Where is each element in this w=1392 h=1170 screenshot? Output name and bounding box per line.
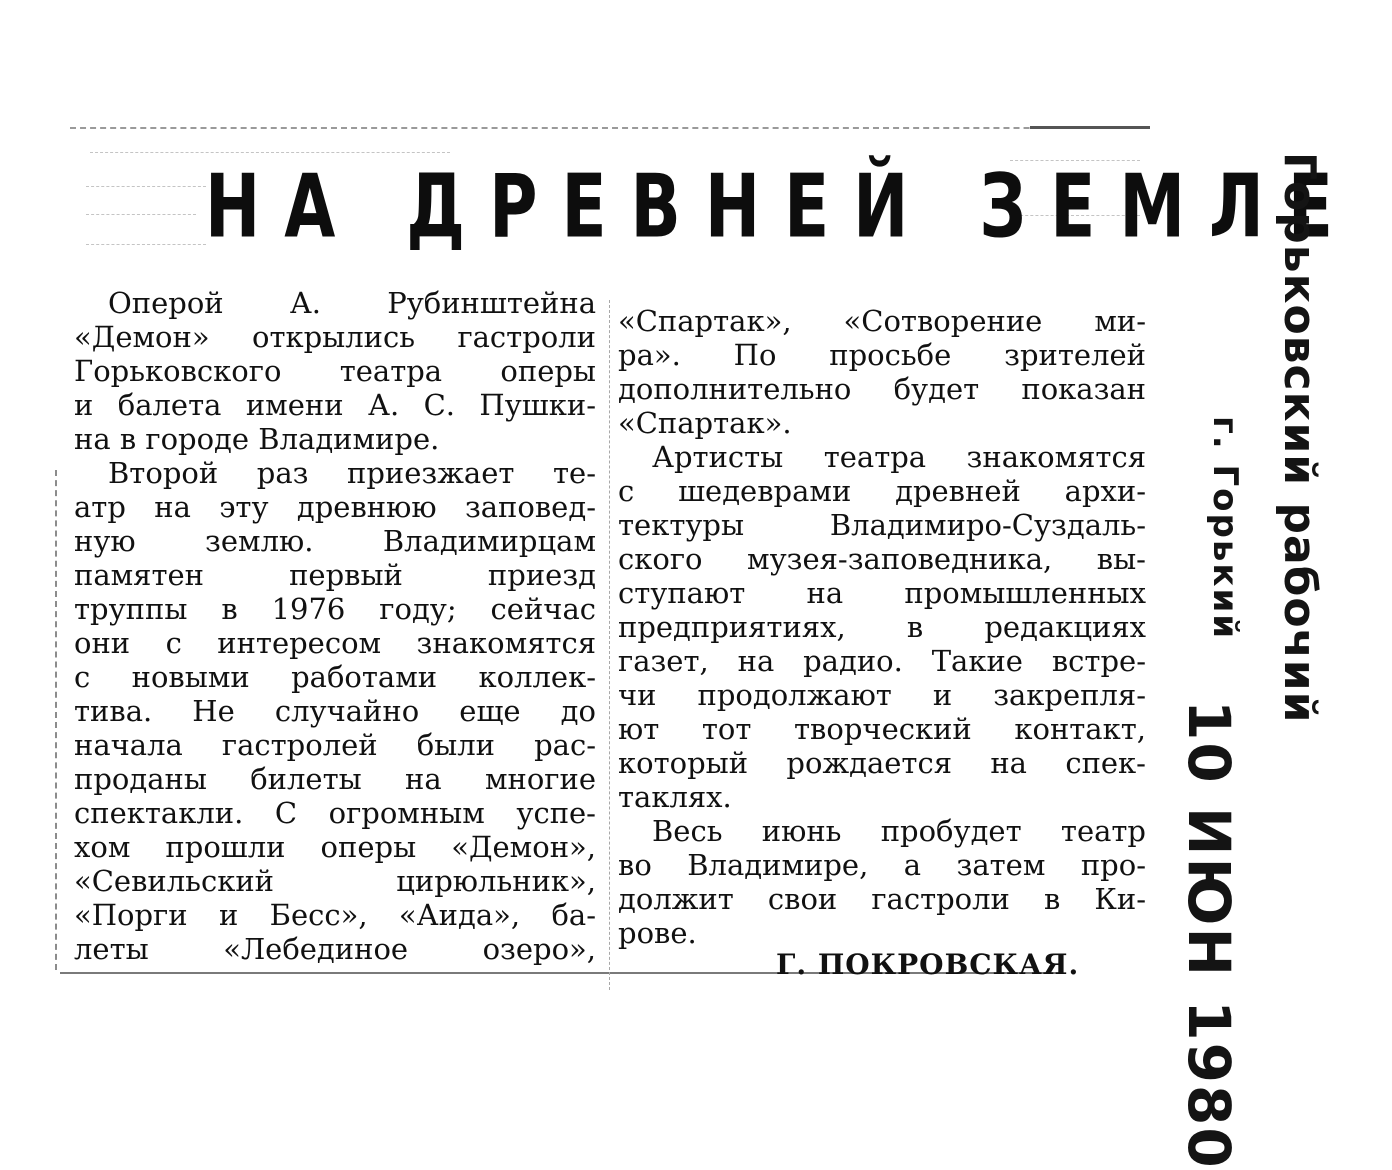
article-line: Весь июнь пробудет театр: [652, 814, 1146, 848]
article-line: ную землю. Владимирцам: [74, 524, 596, 558]
column-divider: [609, 300, 610, 990]
article-line: тектуры Владимиро-Суздаль-: [618, 508, 1146, 542]
bleed-through-line: [90, 152, 450, 153]
article-line: Второй раз приезжает те-: [108, 456, 596, 490]
article-line: атр на эту древнюю заповед-: [74, 490, 596, 524]
article-line: Артисты театра знакомятся: [652, 440, 1146, 474]
article-line: Оперой А. Рубинштейна: [108, 286, 596, 320]
article-line: леты «Лебединое озеро»,: [74, 932, 596, 966]
article-line: ра». По просьбе зрителей: [618, 338, 1146, 372]
article-line: рове.: [618, 916, 697, 950]
clipping-left-edge: [55, 470, 57, 970]
article-signature: Г. ПОКРОВСКАЯ.: [776, 948, 1080, 981]
stamp-city: г. Горький: [1205, 416, 1245, 641]
article-line: предприятиях, в редакциях: [618, 610, 1146, 644]
stamp-date: 10 ИЮН 1980: [1175, 700, 1243, 1170]
article-line: ступают на промышленных: [618, 576, 1146, 610]
bleed-through-line: [86, 186, 206, 187]
article-column-left: [74, 286, 596, 966]
article-line: ют тот творческий контакт,: [618, 712, 1146, 746]
article-line: с новыми работами коллек-: [74, 660, 596, 694]
article-line: хом прошли оперы «Демон»,: [74, 830, 596, 864]
article-line: который рождается на спек-: [618, 746, 1146, 780]
article-line: газет, на радио. Такие встре-: [618, 644, 1146, 678]
article-line: дополнительно будет показан: [618, 372, 1146, 406]
article-line: ского музея-заповедника, вы-: [618, 542, 1146, 576]
article-line: «Спартак», «Сотворение ми-: [618, 304, 1146, 338]
article-line: «Спартак».: [618, 406, 792, 440]
article-column-right: [618, 304, 1146, 950]
article-line: во Владимире, а затем про-: [618, 848, 1146, 882]
clipping-top-edge: [70, 127, 1150, 129]
article-line: начала гастролей были рас-: [74, 728, 596, 762]
article-line: проданы билеты на многие: [74, 762, 596, 796]
article-line: памятен первый приезд: [74, 558, 596, 592]
bleed-through-line: [86, 214, 196, 215]
article-line: Горьковского театра оперы: [74, 354, 596, 388]
article-line: должит свои гастроли в Ки-: [618, 882, 1146, 916]
article-line: тива. Не случайно еще до: [74, 694, 596, 728]
stamp-source-name: Горьковский рабочий: [1274, 152, 1325, 724]
article-line: «Порги и Бесс», «Аида», ба-: [74, 898, 596, 932]
article-line: чи продолжают и закрепля-: [618, 678, 1146, 712]
bleed-through-line: [86, 244, 206, 245]
article-line: «Севильский цирюльник»,: [74, 864, 596, 898]
article-line: с шедеврами древней архи-: [618, 474, 1146, 508]
article-line: спектакли. С огромным успе-: [74, 796, 596, 830]
archive-stamp: [1165, 120, 1355, 1170]
article-line: «Демон» открылись гастроли: [74, 320, 596, 354]
article-line: и балета имени А. С. Пушки-: [74, 388, 596, 422]
article-headline: НА ДРЕВНЕЙ ЗЕМЛЕ: [205, 156, 1357, 258]
article-line: они с интересом знакомятся: [74, 626, 596, 660]
clipping-top-edge-cut: [1030, 126, 1150, 129]
article-line: труппы в 1976 году; сейчас: [74, 592, 596, 626]
article-line: на в городе Владимире.: [74, 422, 440, 456]
article-line: таклях.: [618, 780, 732, 814]
